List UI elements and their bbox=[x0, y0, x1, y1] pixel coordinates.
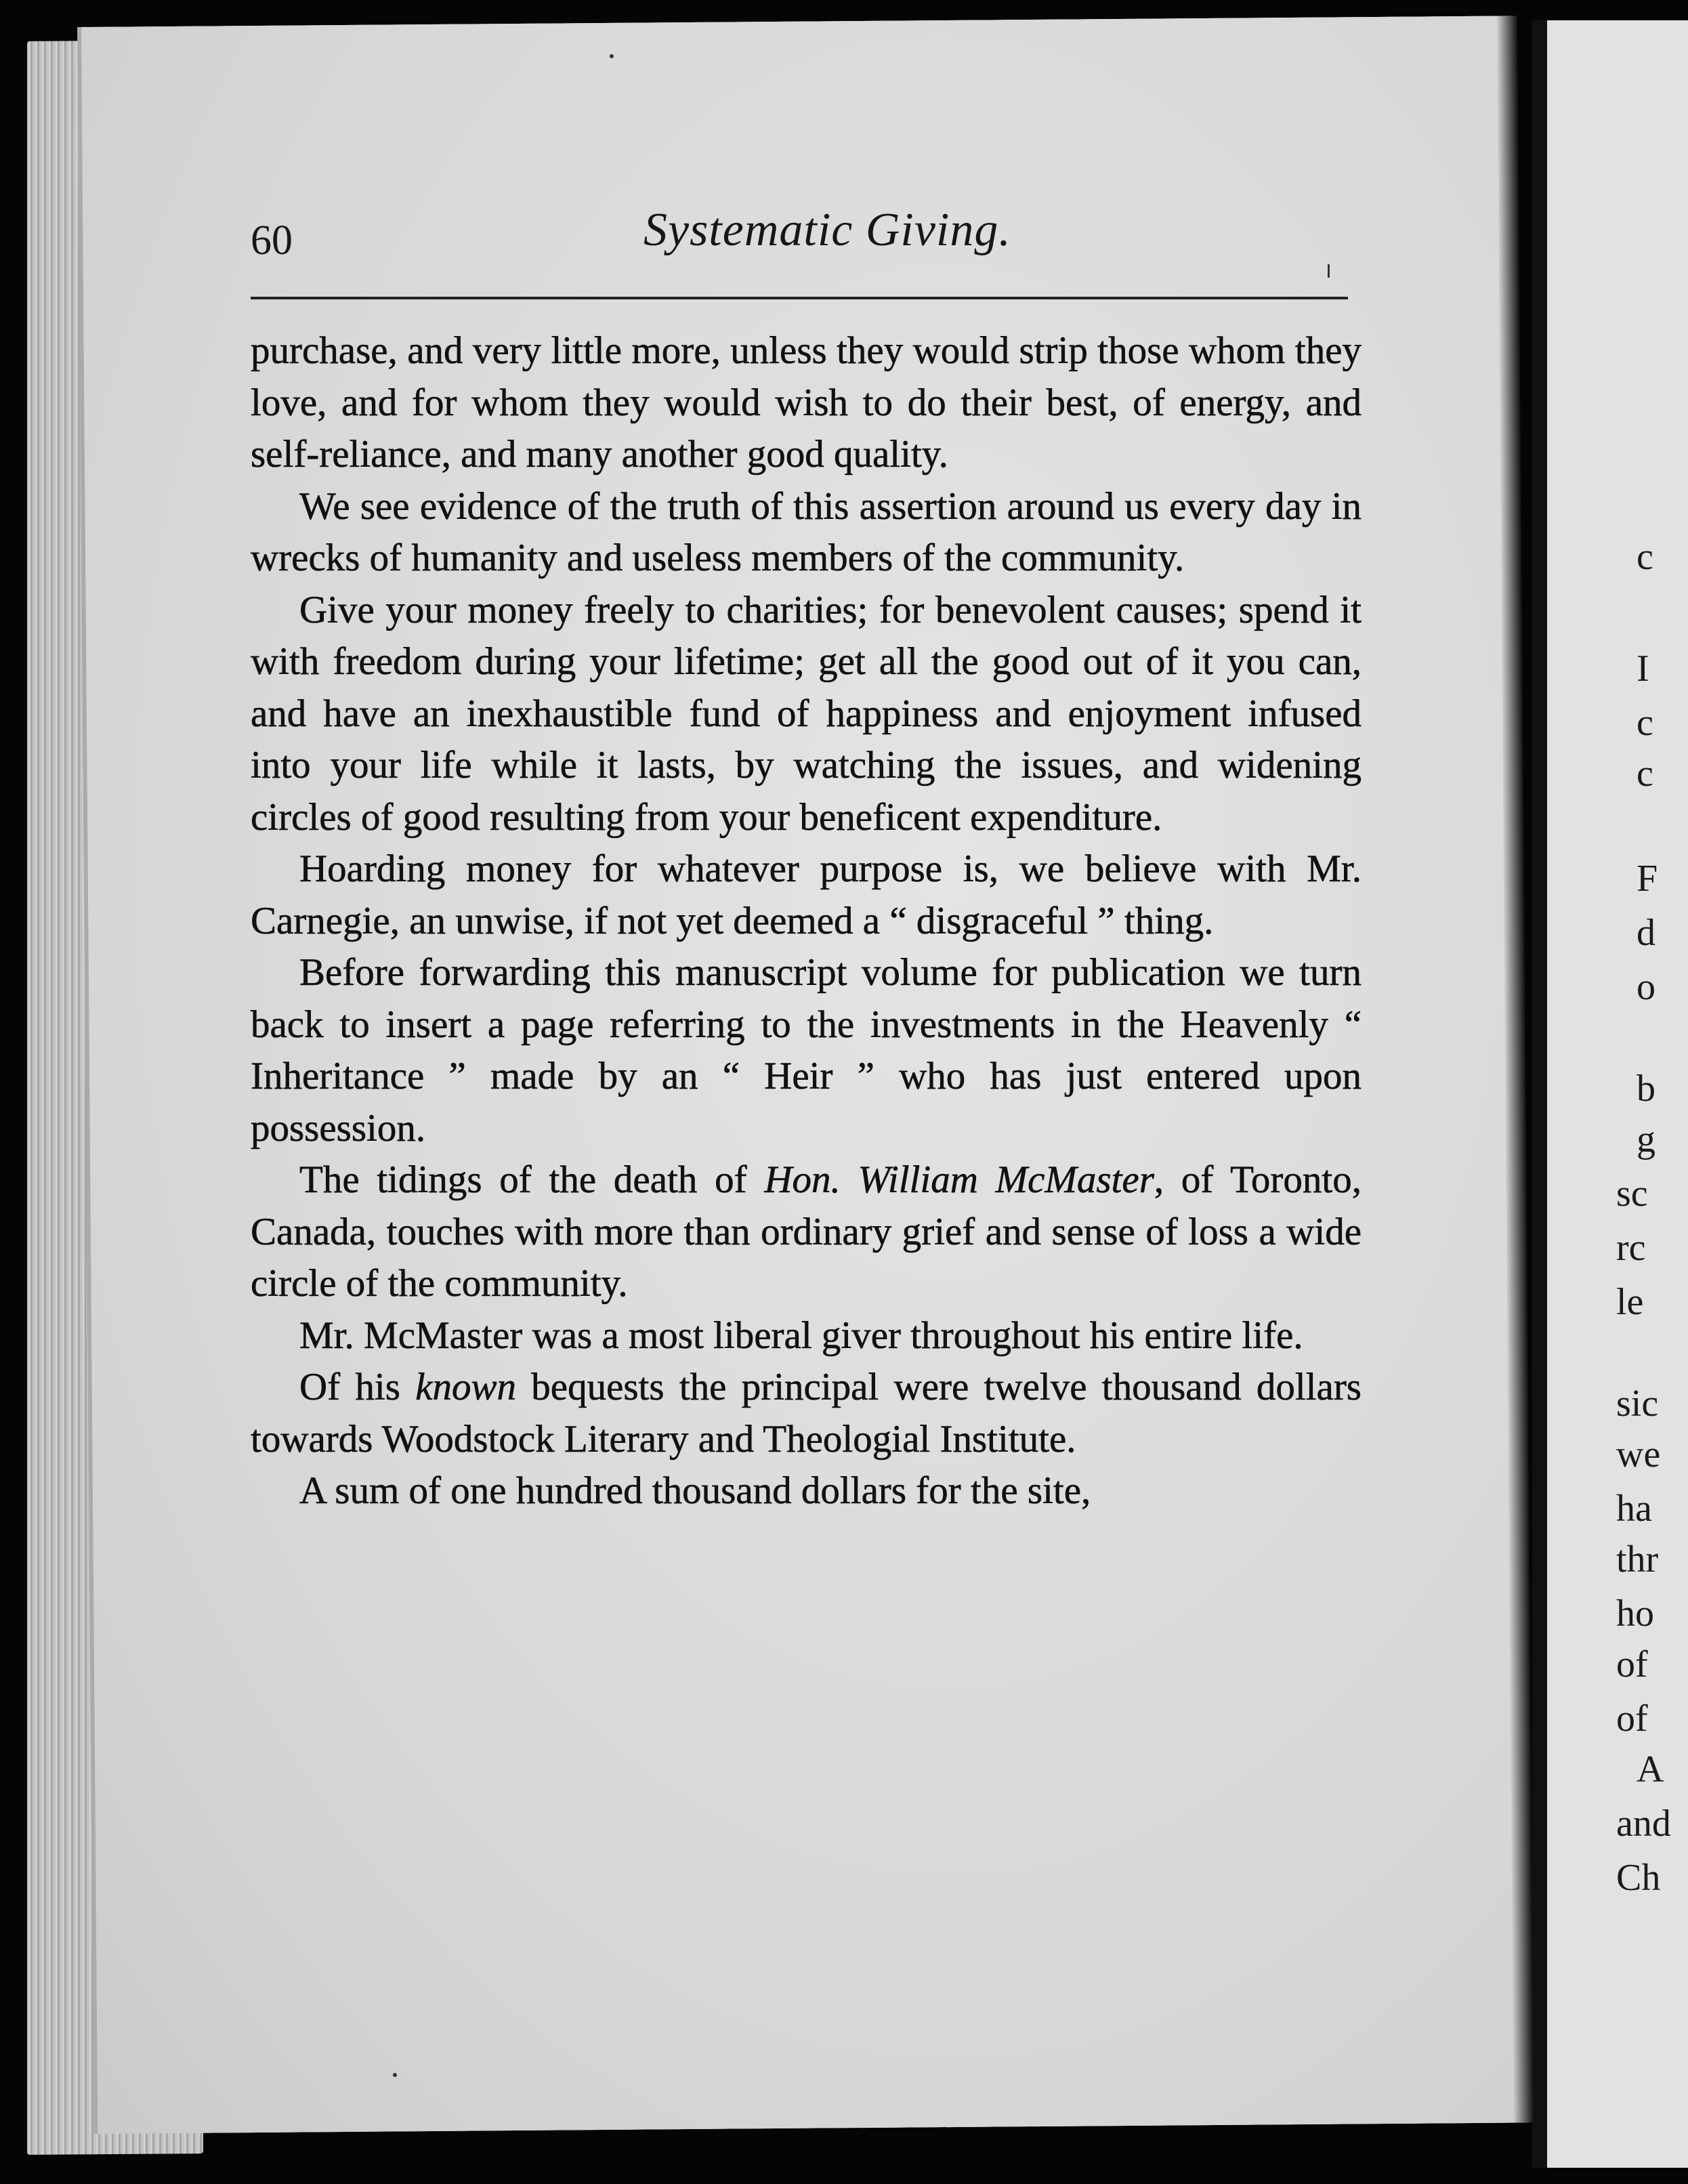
paragraph-8-start: Of his bbox=[299, 1366, 416, 1408]
paragraph-6 bbox=[251, 1154, 1362, 1310]
facing-page-fragment: c bbox=[1637, 536, 1653, 578]
paragraph-9: A sum of one hundred thousand dollars for the site, bbox=[299, 1469, 1091, 1512]
paragraph-4: Hoarding money for whatever purpose is, we believe with Mr. Carnegie, an unwise, if not yet deemed a “ disgraceful ” thing. bbox=[251, 847, 1362, 942]
page-body bbox=[251, 325, 1362, 1517]
facing-page-fragment: sic bbox=[1616, 1383, 1659, 1425]
paragraph-1: purchase, and very little more, unless they would strip those whom they love, and for whom they would wish to do their best, of energy, and self-reliance, and many another good quality. bbox=[251, 329, 1362, 476]
paragraph-5: Before forwarding this manuscript volume for publication we turn back to insert a page referring to the investments in the Heavenly “ Inheritance ” made by an “ Heir ” who has just entered upon possession. bbox=[251, 951, 1362, 1150]
paragraph-6-end: , of Toronto, Canada, touches with more than ordinary grief and sense of loss a wide circle of the community. bbox=[251, 1158, 1362, 1305]
facing-page-fragment: b bbox=[1637, 1068, 1655, 1110]
paragraph-2: We see evidence of the truth of this assertion around us every day in wrecks of humanity and useless members of the community. bbox=[251, 484, 1362, 579]
paragraph-8 bbox=[251, 1362, 1362, 1465]
dust-speck bbox=[393, 2073, 397, 2077]
dust-speck bbox=[1328, 264, 1330, 278]
facing-page-fragment: le bbox=[1616, 1281, 1644, 1323]
facing-page-fragment: d bbox=[1637, 912, 1655, 954]
facing-page-fragment: ho bbox=[1616, 1593, 1654, 1635]
facing-page-fragment: F bbox=[1637, 858, 1658, 900]
facing-page-fragment: g bbox=[1637, 1118, 1655, 1160]
facing-page-fragment: we bbox=[1616, 1433, 1661, 1475]
person-name: Hon. William McMaster bbox=[764, 1158, 1154, 1201]
facing-page-fragment: c bbox=[1637, 702, 1653, 744]
dust-speck bbox=[610, 54, 614, 58]
facing-page-fragment: I bbox=[1637, 648, 1649, 690]
paragraph-3: Give your money freely to charities; for benevolent causes; spend it with freedom during your lifetime; get all the good out of it you can, and have an inexhaustible fund of happiness and enjoyment infused into your life while it lasts, by watching the issues, and widening circles of good resulting from your beneficent expenditure. bbox=[251, 588, 1362, 839]
page-header bbox=[251, 203, 1348, 285]
facing-page-fragment: of bbox=[1616, 1643, 1648, 1685]
facing-page-fragment: o bbox=[1637, 966, 1655, 1008]
facing-page-fragment: of bbox=[1616, 1698, 1648, 1740]
header-rule bbox=[251, 297, 1348, 299]
emphasis-known: known bbox=[415, 1366, 517, 1408]
facing-page-fragment: and bbox=[1616, 1803, 1671, 1845]
paragraph-6-start: The tidings of the death of bbox=[299, 1158, 765, 1201]
facing-page-fragment: c bbox=[1637, 753, 1653, 795]
facing-page-fragment: Ch bbox=[1616, 1857, 1661, 1899]
facing-page-fragment: rc bbox=[1616, 1227, 1646, 1269]
running-title: Systematic Giving. bbox=[643, 204, 1011, 256]
paragraph-7: Mr. McMaster was a most liberal giver throughout his entire life. bbox=[299, 1314, 1303, 1357]
facing-page-fragment: A bbox=[1637, 1748, 1664, 1790]
facing-page-fragment: thr bbox=[1616, 1538, 1659, 1580]
facing-page-fragment: ha bbox=[1616, 1488, 1652, 1530]
page-number: 60 bbox=[251, 217, 293, 264]
paragraph-8-end: bequests the principal were twelve thousand dollars towards Woodstock Literary and Theologial Institute. bbox=[251, 1366, 1362, 1461]
facing-page bbox=[1532, 20, 1688, 2168]
facing-page-fragment: sc bbox=[1616, 1173, 1648, 1215]
